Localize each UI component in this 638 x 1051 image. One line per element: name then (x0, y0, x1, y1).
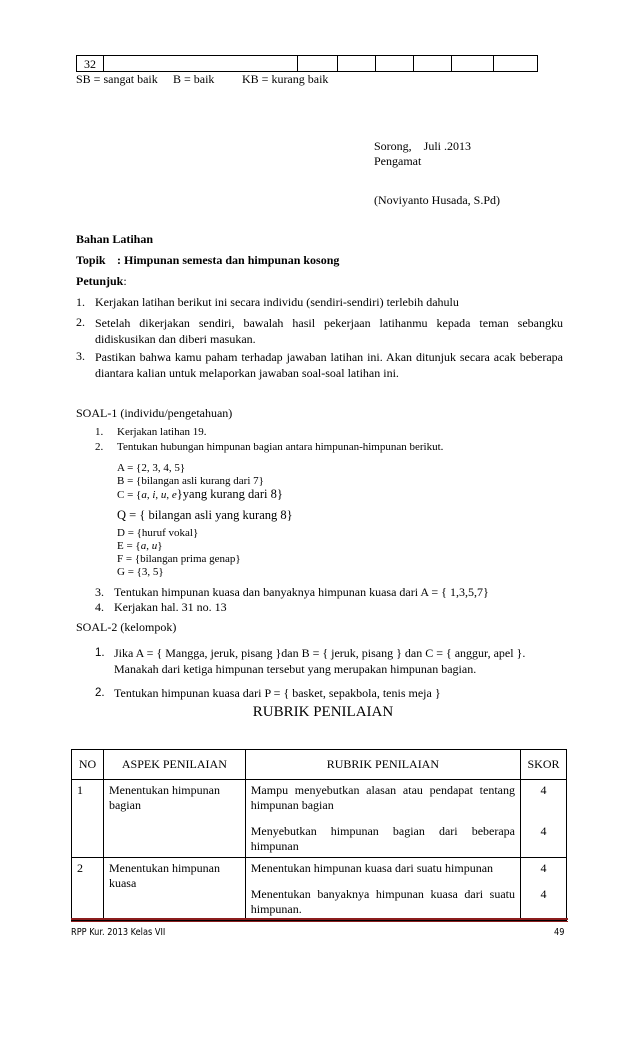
row-aspek: Menentukan himpunan kuasa (103, 858, 245, 921)
set-a: A = {2, 3, 4, 5} (117, 462, 186, 474)
set-c-suffix: }yang kurang dari 8} (176, 487, 283, 501)
row-no: 1 (72, 780, 104, 858)
footer-rule-thin (71, 921, 568, 922)
rubrik-item: Menentukan himpunan kuasa dari suatu himpunan (250, 861, 494, 875)
set-e-a: a (140, 540, 147, 552)
rubrik-item: Menyebutkan himpunan bagian dari beberapa himpunan (250, 824, 515, 853)
rubrik-item: Menentukan banyaknya himpunan kuasa dari suatu himpunan. (250, 887, 515, 916)
set-e-sep: , (146, 540, 152, 552)
header-rubrik: RUBRIK PENILAIAN (245, 750, 520, 780)
petunjuk-item-2: Setelah dikerjakan sendiri, bawalah hasil pekerjaan latihanmu kepada teman sebangku didiskusikan dan diberi masukan. (95, 316, 563, 346)
soal1-num-2: 2. (95, 441, 104, 453)
page-number: 49 (554, 927, 565, 938)
set-q: Q = { bilangan asli yang kurang 8} (117, 508, 293, 522)
row-skor (521, 858, 567, 921)
row-rubrik (245, 780, 520, 858)
header-skor: SKOR (521, 750, 567, 780)
set-c-a: a (141, 489, 147, 501)
petunjuk-num-3: 3. (76, 349, 85, 363)
table-cell-divider (413, 56, 414, 71)
soal1-item-3: Tentukan himpunan kuasa dan banyaknya himpunan kuasa dari A = { 1,3,5,7} (114, 585, 489, 599)
table-cell-divider (493, 56, 494, 71)
petunjuk-colon: : (123, 274, 127, 288)
set-c-i: i (152, 489, 156, 501)
rubric-table (71, 749, 567, 921)
soal1-item-4: Kerjakan hal. 31 no. 13 (114, 600, 227, 614)
topik-value: : Himpunan semesta dan himpunan kosong (117, 253, 340, 267)
legend-sb: SB = sangat baik (76, 72, 158, 86)
petunjuk-num-2: 2. (76, 315, 85, 329)
set-d: D = {huruf vokal} (117, 527, 199, 539)
set-c-sep: , (166, 489, 172, 501)
soal2-heading: SOAL-2 (kelompok) (76, 620, 177, 634)
table-cell-divider (297, 56, 298, 71)
footer-rule (71, 918, 568, 920)
skor-value: 4 (540, 783, 547, 797)
soal1-num-1: 1. (95, 426, 104, 438)
table-cell-divider (103, 56, 104, 71)
soal2-num-2: 2. (95, 687, 105, 699)
petunjuk-heading (76, 274, 127, 289)
petunjuk-item-1: Kerjakan latihan berikut ini secara individu (sendiri-sendiri) terlebih dahulu (95, 295, 459, 309)
set-e-suffix: } (157, 540, 163, 552)
row-number: 32 (84, 57, 96, 71)
skor-value: 4 (540, 824, 547, 838)
set-f: F = {bilangan prima genap} (117, 553, 241, 565)
row-skor (521, 780, 567, 858)
score-table-row (76, 55, 538, 72)
legend-kb: KB = kurang baik (242, 72, 329, 86)
section-heading: Bahan Latihan (76, 232, 154, 246)
table-row (72, 858, 567, 921)
rubrik-item: Mampu menyebutkan alasan atau pendapat tentang himpunan bagian (250, 783, 515, 812)
header-aspek: ASPEK PENILAIAN (103, 750, 245, 780)
soal1-num-3: 3. (95, 585, 104, 599)
signature-name: (Noviyanto Husada, S.Pd) (374, 193, 500, 207)
rubrik-title: RUBRIK PENILAIAN (252, 704, 394, 720)
set-c-prefix: C = { (117, 489, 142, 501)
petunjuk-num-1: 1. (76, 295, 85, 309)
table-cell-divider (337, 56, 338, 71)
footer-label: RPP Kur. 2013 Kelas VII (71, 927, 166, 938)
signature-role: Pengamat (374, 154, 422, 168)
soal1-num-4: 4. (95, 600, 104, 614)
soal1-item-2: Tentukan hubungan himpunan bagian antara himpunan-himpunan berikut. (117, 441, 444, 453)
header-no: NO (72, 750, 104, 780)
signature-place-date: Sorong, Juli .2013 (374, 139, 472, 153)
skor-value: 4 (540, 861, 547, 875)
soal2-num-1: 1. (95, 647, 105, 659)
set-c-sep: , (155, 489, 161, 501)
soal1-heading: SOAL-1 (individu/pengetahuan) (76, 406, 233, 420)
set-e-u: u (151, 540, 158, 552)
petunjuk-label: Petunjuk (76, 274, 124, 288)
table-cell-divider (375, 56, 376, 71)
set-c-u: u (160, 489, 167, 501)
soal2-item-1-line1: Jika A = { Mangga, jeruk, pisang }dan B = { jeruk, pisang } dan C = { anggur, apel }. (114, 646, 526, 660)
set-c-sep: , (146, 489, 153, 501)
row-rubrik (245, 858, 520, 921)
set-e (117, 539, 162, 553)
row-no: 2 (72, 858, 104, 921)
soal1-item-1: Kerjakan latihan 19. (117, 426, 207, 438)
table-header-row (72, 750, 567, 780)
row-aspek: Menentukan himpunan bagian (103, 780, 245, 858)
petunjuk-item-3: Pastikan bahwa kamu paham terhadap jawaban latihan ini. Akan ditunjuk secara acak beberapa diantara kalian untuk melaporkan jawaban soal-soal latihan ini. (95, 350, 563, 380)
set-e-prefix: E = { (117, 540, 141, 552)
legend-b: B = baik (173, 72, 215, 86)
set-c-e: e (171, 489, 177, 501)
soal2-item-1-line2: Manakah dari ketiga himpunan tersebut yang merupakan himpunan bagian. (114, 662, 477, 676)
table-cell-divider (451, 56, 452, 71)
soal2-item-2: Tentukan himpunan kuasa dari P = { basket, sepakbola, tenis meja } (114, 686, 441, 700)
set-g: G = {3, 5} (117, 566, 164, 578)
set-c (117, 487, 283, 502)
table-row (72, 780, 567, 858)
topik-label: Topik (76, 253, 106, 267)
set-b: B = {bilangan asli kurang dari 7} (117, 475, 264, 487)
skor-value: 4 (540, 887, 547, 901)
